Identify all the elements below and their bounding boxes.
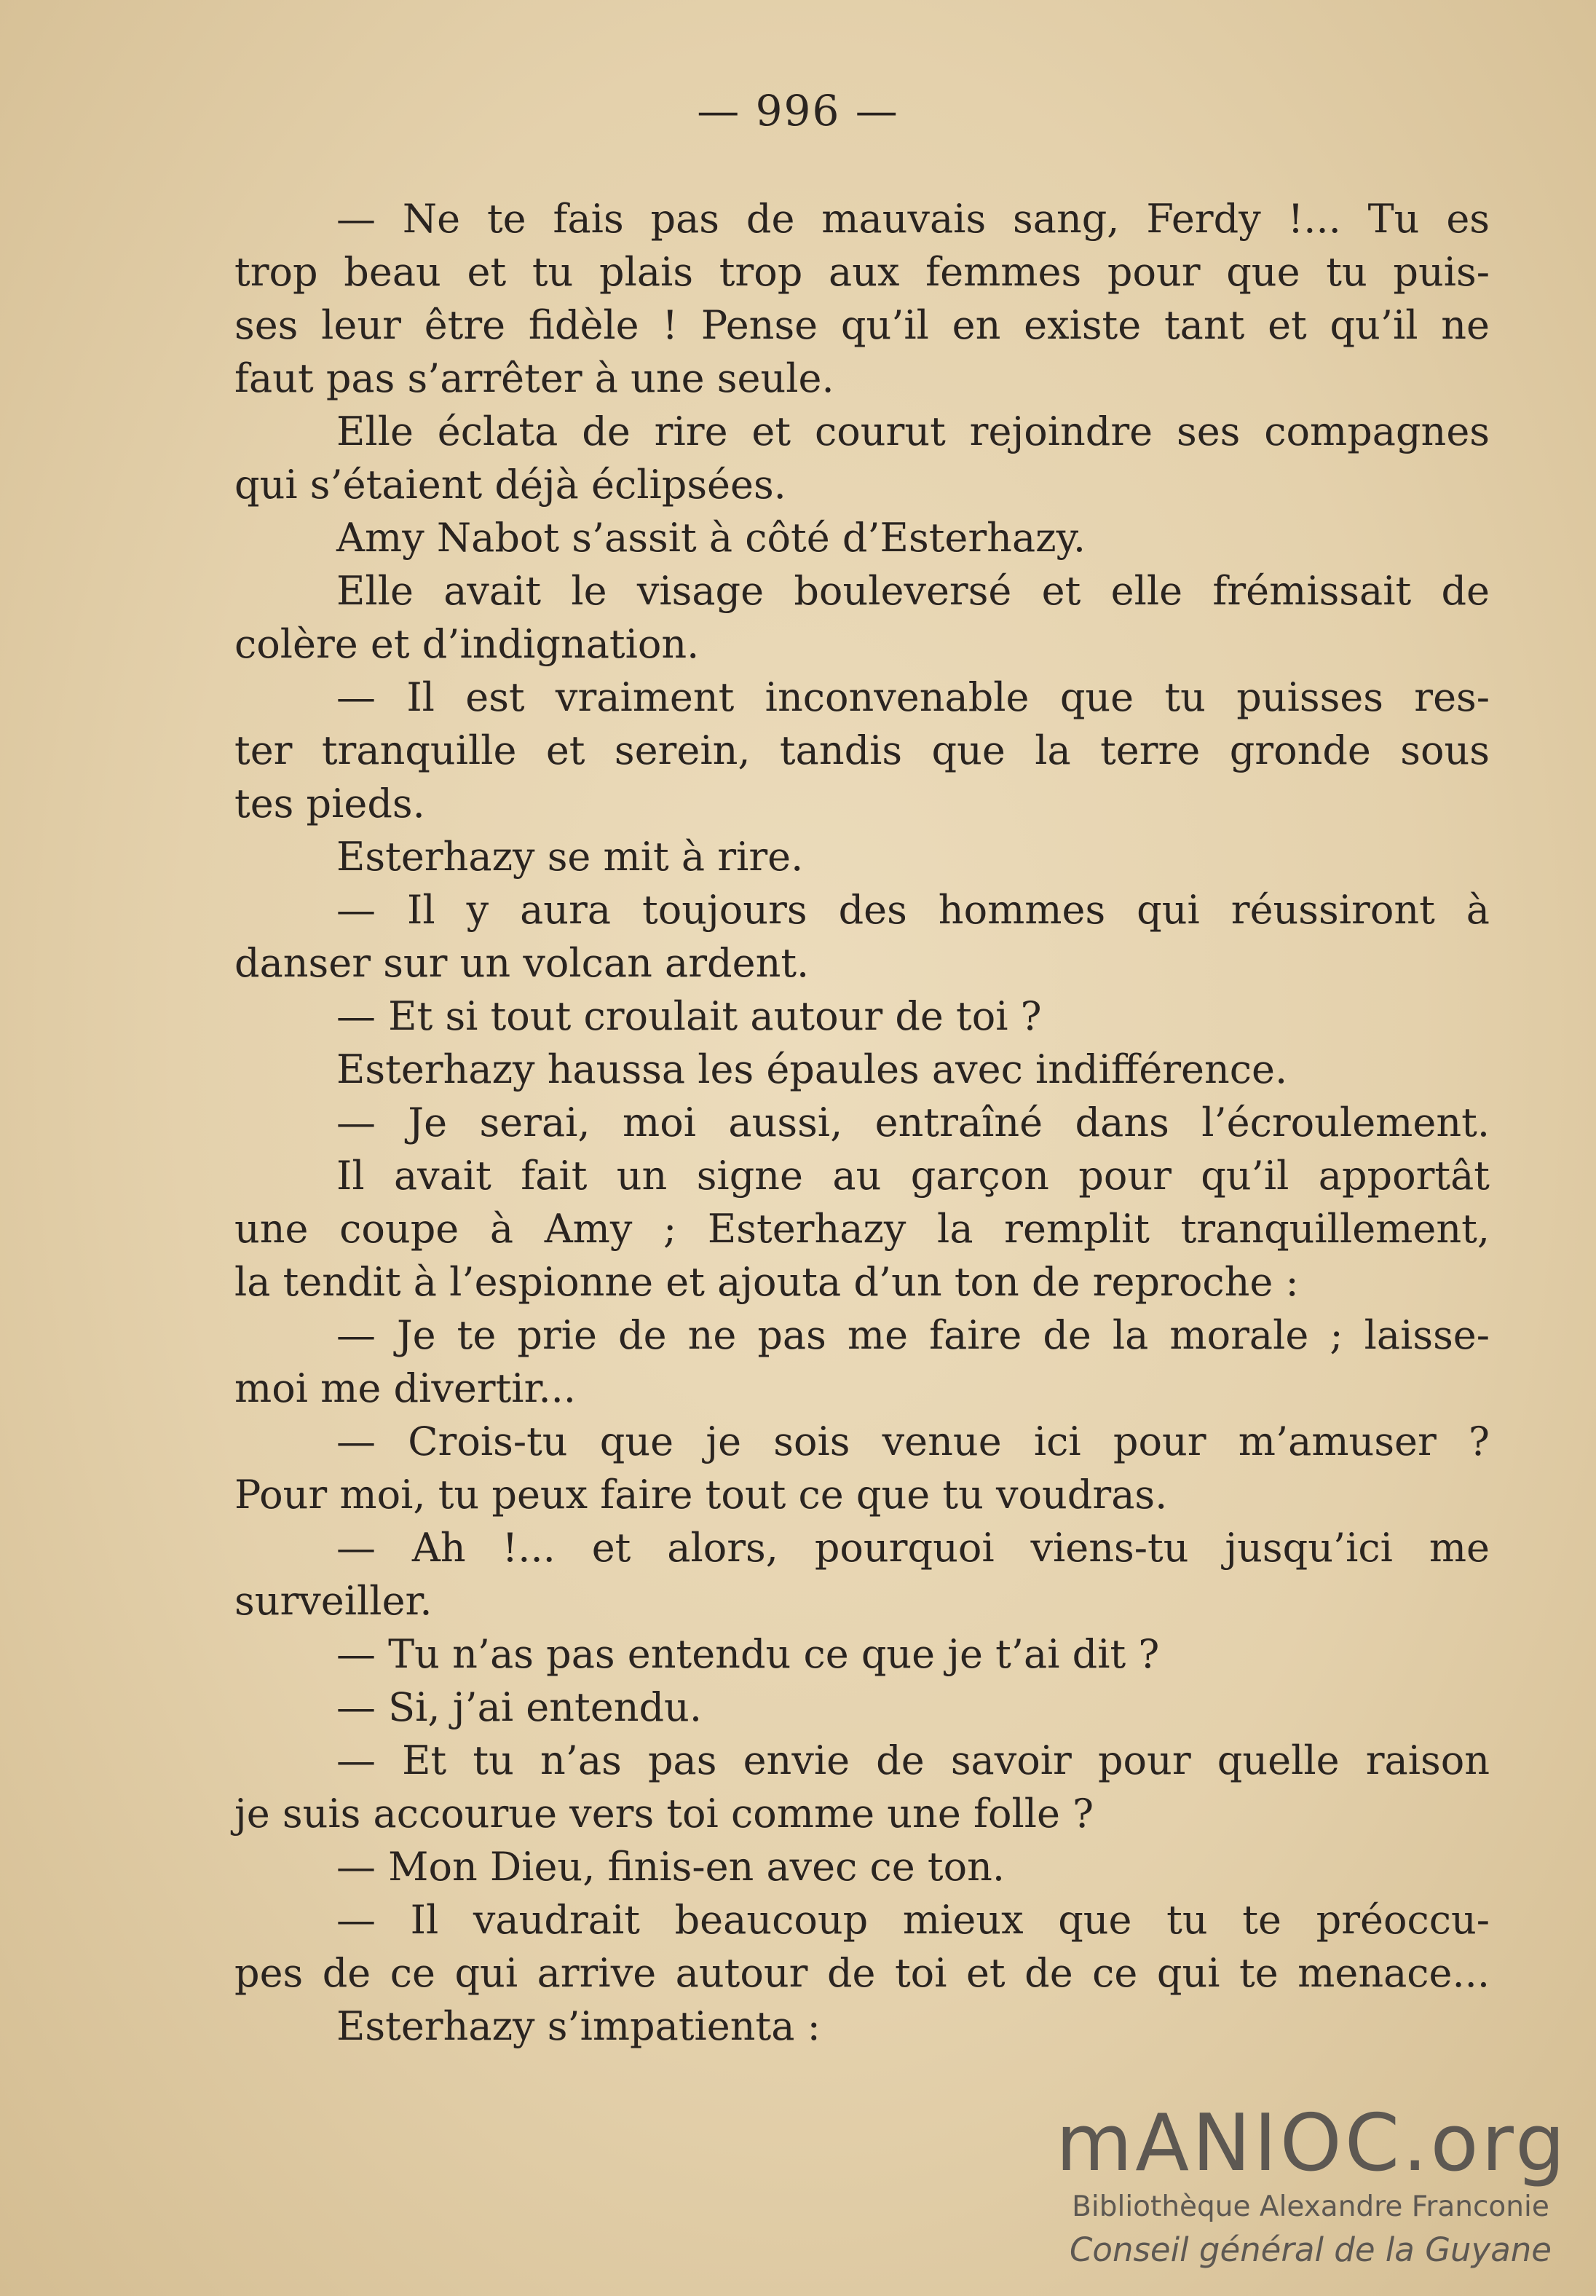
- text-line: colère et d’indignation.: [234, 621, 700, 667]
- text-line: qui s’étaient déjà éclipsées.: [234, 462, 786, 508]
- text-line: surveiller.: [234, 1578, 432, 1624]
- text-line: — Je te prie de ne pas me faire de la morale ; laisse-: [336, 1312, 1490, 1358]
- council-name: Conseil général de la Guyane: [1070, 2230, 1552, 2269]
- text-line: Pour moi, tu peux faire tout ce que tu voudras.: [234, 1472, 1168, 1518]
- text-line: — Et si tout croulait autour de toi ?: [336, 993, 1042, 1039]
- text-line: trop beau et tu plais trop aux femmes pour que tu puis-: [234, 249, 1490, 295]
- text-line: la tendit à l’espionne et ajouta d’un ton de reproche :: [234, 1259, 1299, 1305]
- text-line: Il avait fait un signe au garçon pour qu’il apportât: [336, 1153, 1490, 1199]
- text-line: pes de ce qui arrive autour de toi et de ce qui te menace...: [234, 1950, 1490, 1996]
- text-line: Esterhazy se mit à rire.: [336, 834, 804, 880]
- text-line: faut pas s’arrêter à une seule.: [234, 355, 834, 401]
- text-line: Esterhazy haussa les épaules avec indifférence.: [336, 1046, 1288, 1092]
- text-line: une coupe à Amy ; Esterhazy la remplit tranquillement,: [234, 1206, 1490, 1252]
- text-line: je suis accourue vers toi comme une folle ?: [234, 1791, 1094, 1837]
- text-line: moi me divertir...: [234, 1365, 576, 1411]
- text-line: — Ne te fais pas de mauvais sang, Ferdy !... Tu es: [336, 196, 1490, 242]
- text-line: — Tu n’as pas entendu ce que je t’ai dit ?: [336, 1631, 1160, 1677]
- text-line: Elle avait le visage bouleversé et elle frémissait de: [336, 568, 1490, 614]
- text-line: — Il vaudrait beaucoup mieux que tu te préoccu-: [336, 1897, 1490, 1943]
- text-line: ses leur être fidèle ! Pense qu’il en existe tant et qu’il ne: [234, 302, 1490, 348]
- text-line: — Je serai, moi aussi, entraîné dans l’écroulement.: [336, 1100, 1490, 1145]
- text-line: — Mon Dieu, finis-en avec ce ton.: [336, 1844, 1006, 1890]
- text-line: — Si, j’ai entendu.: [336, 1684, 702, 1730]
- text-line: Esterhazy s’impatienta :: [336, 2003, 821, 2049]
- text-line: — Ah !... et alors, pourquoi viens-tu jusqu’ici me: [336, 1525, 1490, 1571]
- manioc-logo: mANIOC.org: [1056, 2098, 1568, 2189]
- library-name: Bibliothèque Alexandre Franconie: [1072, 2190, 1549, 2223]
- body-text: [234, 192, 1490, 2053]
- text-line: — Il y aura toujours des hommes qui réussiront à: [336, 887, 1490, 933]
- text-line: danser sur un volcan ardent.: [234, 940, 810, 986]
- page-number: — 996 —: [697, 86, 899, 135]
- text-line: ter tranquille et serein, tandis que la terre gronde sous: [234, 727, 1490, 773]
- watermark: [1056, 2098, 1568, 2273]
- text-line: Elle éclata de rire et courut rejoindre ses compagnes: [336, 409, 1490, 454]
- text-line: tes pieds.: [234, 781, 425, 827]
- text-line: Amy Nabot s’assit à côté d’Esterhazy.: [336, 515, 1086, 561]
- text-line: — Et tu n’as pas envie de savoir pour quelle raison: [336, 1737, 1490, 1783]
- text-line: — Il est vraiment inconvenable que tu puisses res-: [336, 674, 1490, 720]
- text-line: — Crois-tu que je sois venue ici pour m’amuser ?: [336, 1419, 1490, 1464]
